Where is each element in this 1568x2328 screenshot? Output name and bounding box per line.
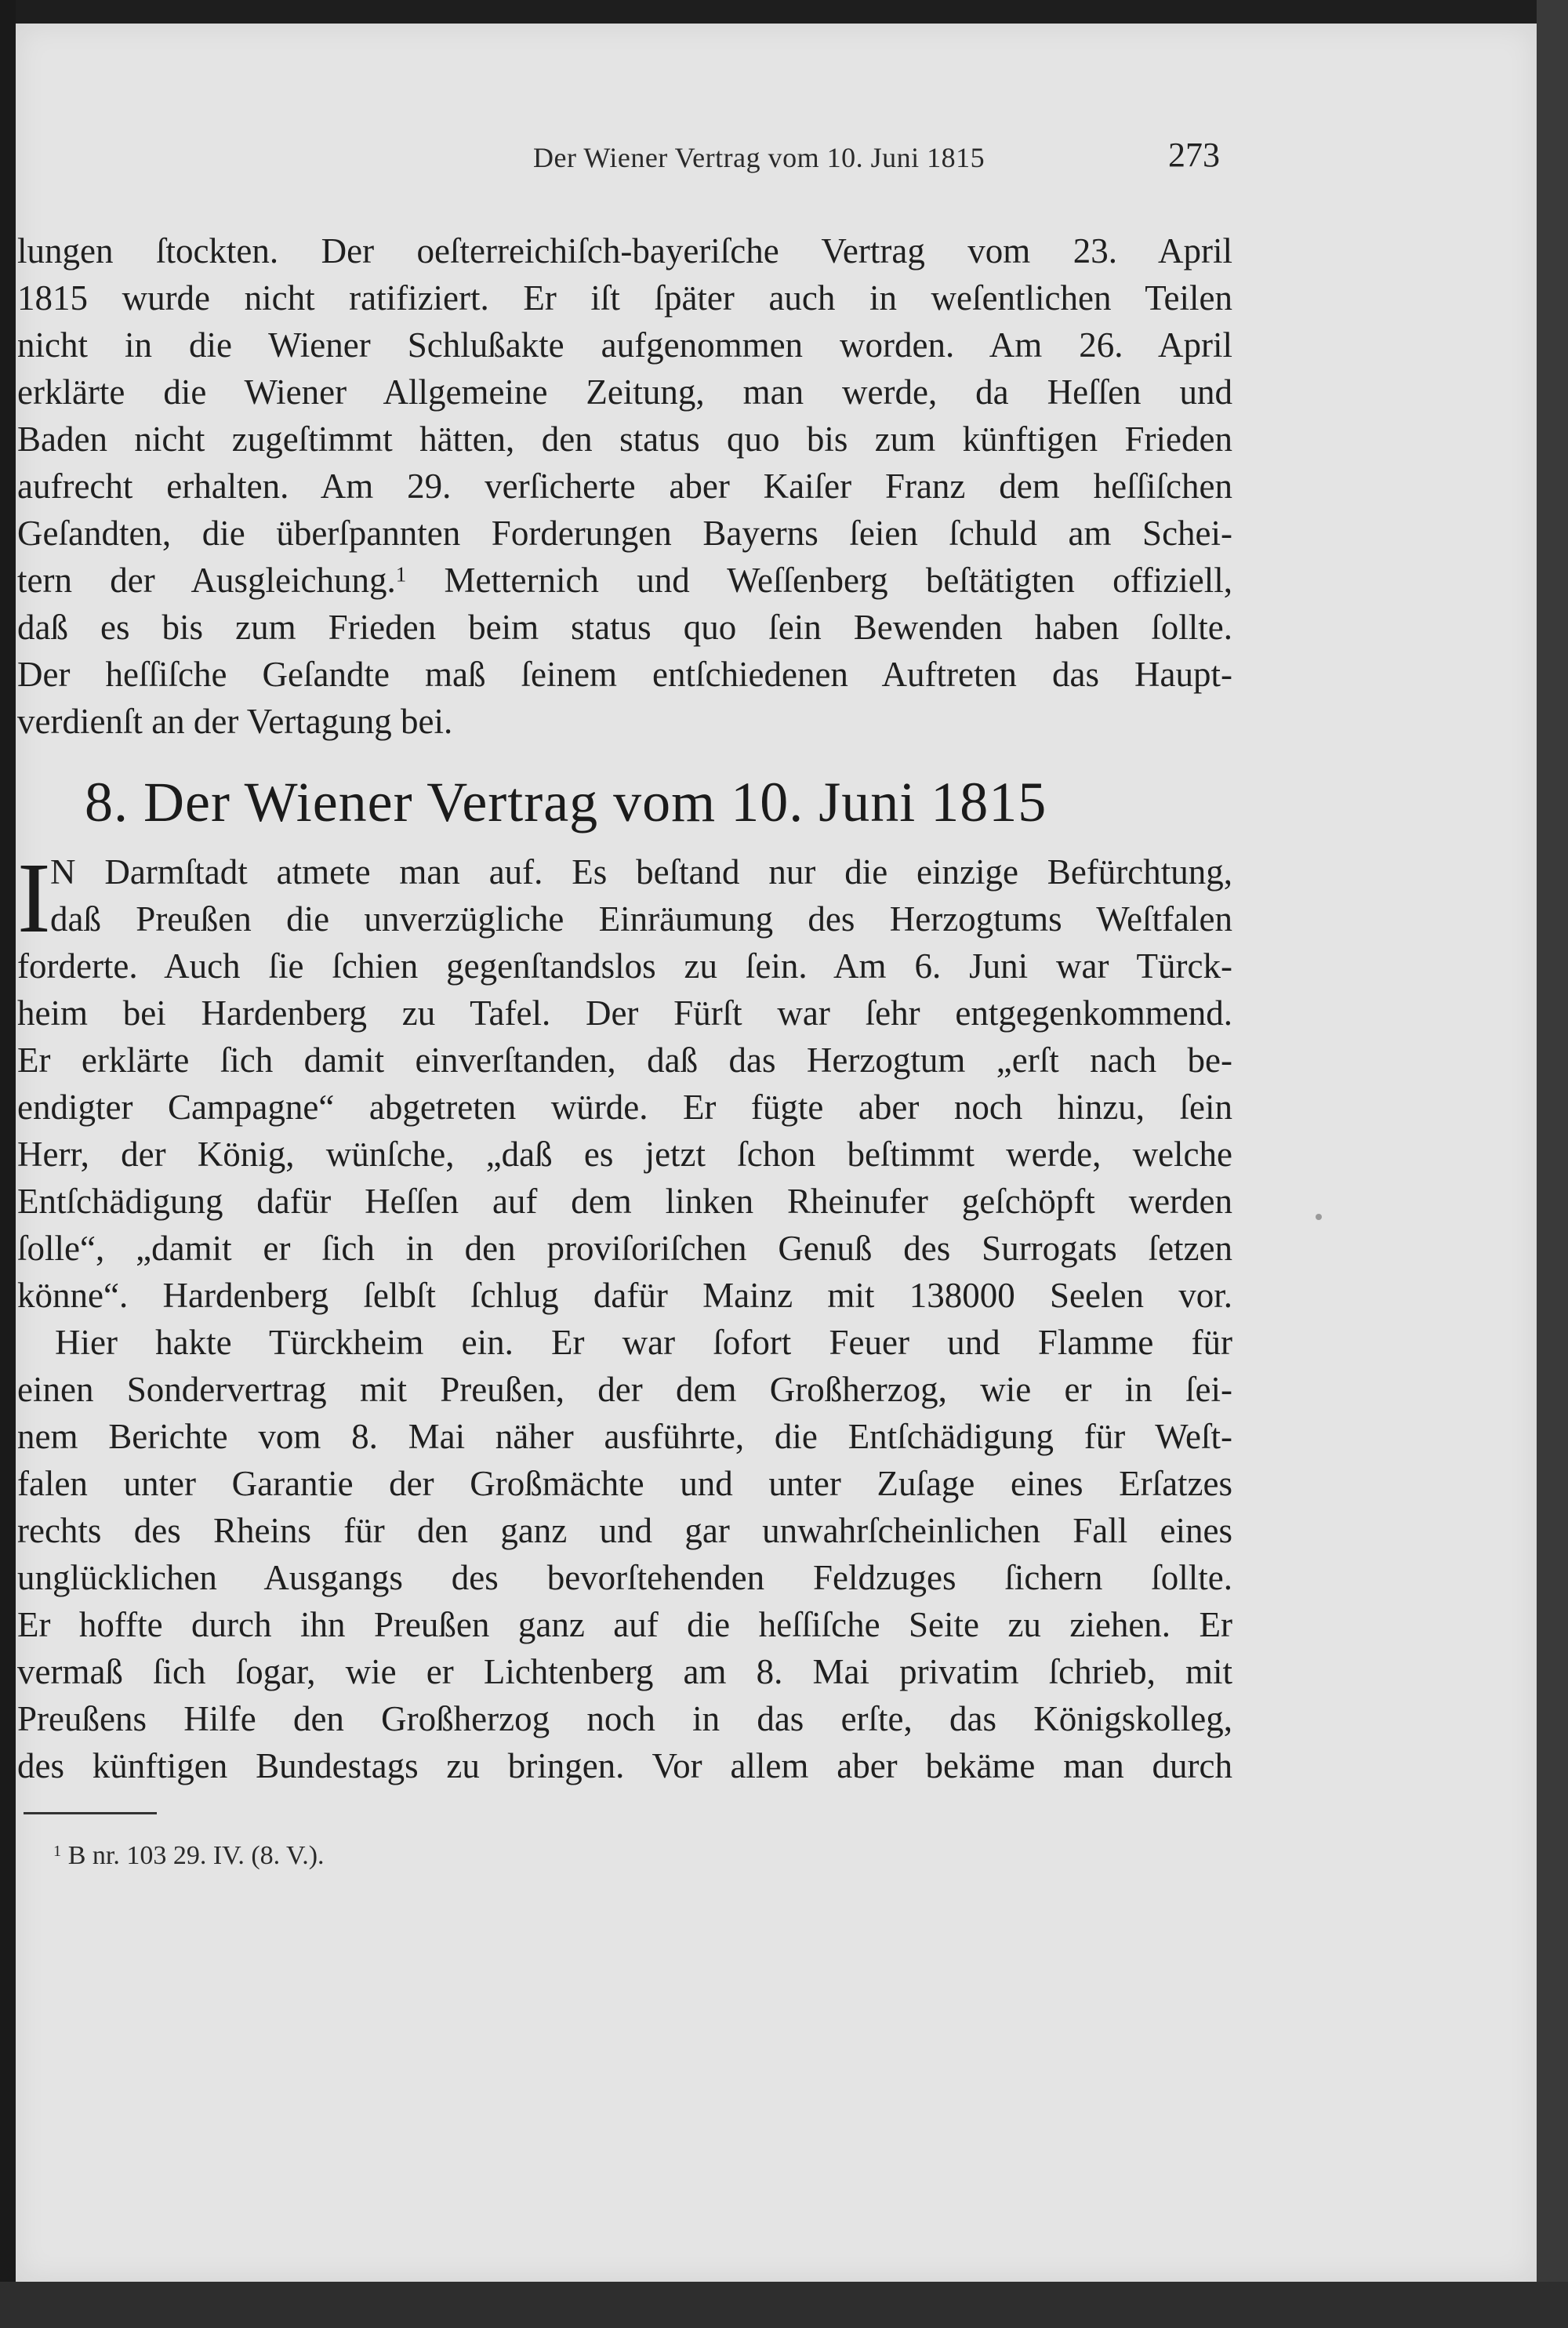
text-line: heim bei Hardenberg zu Tafel. Der Fürſt war ſehr entgegenkommend. — [17, 993, 1232, 1033]
drop-cap: I — [17, 842, 51, 953]
paper-speck — [1316, 1214, 1322, 1220]
scan-left-edge — [0, 0, 16, 2328]
text-line: nicht in die Wiener Schlußakte aufgenommen worden. Am 26. April — [17, 325, 1232, 365]
section-body — [17, 842, 1232, 1789]
scan-top-edge — [0, 0, 1568, 24]
scan-right-edge — [1537, 0, 1568, 2328]
text-line: des künftigen Bundestags zu bringen. Vor allem aber bekäme man durch — [17, 1746, 1232, 1785]
text-line: falen unter Garantie der Großmächte und unter Zuſage eines Erſatzes — [17, 1464, 1232, 1503]
running-head-title: Der Wiener Vertrag vom 10. Juni 1815 — [533, 142, 985, 173]
paragraph-continued — [17, 227, 1232, 745]
text-segment: tern der Ausgleichung. — [17, 561, 396, 600]
text-line: ſolle“, „damit er ſich in den proviſoriſchen Genuß des Surrogats ſetzen — [17, 1229, 1232, 1268]
text-line: Entſchädigung dafür Heſſen auf dem linken Rheinufer geſchöpft werden — [17, 1182, 1232, 1221]
text-line: Herr, der König, wünſche, „daß es jetzt ſchon beſtimmt werde, welche — [17, 1135, 1232, 1174]
footnote-reference: 1 — [395, 562, 407, 587]
text-line: lungen ſtockten. Der oeſterreichiſch-bayeriſche Vertrag vom 23. April — [17, 231, 1232, 271]
text-line: unglücklichen Ausgangs des bevorſtehenden Feldzuges ſichern ſollte. — [17, 1558, 1232, 1597]
text-line: aufrecht erhalten. Am 29. verſicherte aber Kaiſer Franz dem heſſiſchen — [17, 467, 1232, 506]
text-line: nem Berichte vom 8. Mai näher ausführte, die Entſchädigung für Weſt- — [17, 1417, 1232, 1456]
text-line: Preußens Hilfe den Großherzog noch in das erſte, das Königskolleg, — [17, 1699, 1232, 1738]
text-line: rechts des Rheins für den ganz und gar unwahrſcheinlichen Fall eines — [17, 1511, 1232, 1550]
text-line: einen Sondervertrag mit Preußen, der dem Großherzog, wie er in ſei- — [17, 1370, 1232, 1409]
text-line: Geſandten, die überſpannten Forderungen Bayerns ſeien ſchuld am Schei- — [17, 514, 1232, 553]
text-line: Hier hakte Türckheim ein. Er war ſofort Feuer und Flamme für — [55, 1323, 1232, 1362]
text-line: Er hoffte durch ihn Preußen ganz auf die heſſiſche Seite zu ziehen. Er — [17, 1605, 1232, 1644]
text-line: endigter Campagne“ abgetreten würde. Er fügte aber noch hinzu, ſein — [17, 1088, 1232, 1127]
text-line: könne“. Hardenberg ſelbſt ſchlug dafür Mainz mit 138000 Seelen vor. — [17, 1276, 1232, 1315]
text-line: verdienſt an der Vertagung bei. — [17, 702, 453, 741]
footnote — [53, 1841, 325, 1871]
scan-bottom-edge — [0, 2282, 1568, 2328]
text-line: N Darmſtadt atmete man auf. Es beſtand nur die einzige Befürchtung, — [50, 852, 1232, 892]
text-line: forderte. Auch ſie ſchien gegenſtandslos zu ſein. Am 6. Juni war Türck- — [17, 946, 1232, 986]
text-line: Er erklärte ſich damit einverſtanden, daß das Herzogtum „erſt nach be- — [17, 1041, 1232, 1080]
footnote-marker: 1 — [53, 1842, 62, 1860]
text-line-with-footnote-ref — [17, 557, 1232, 604]
text-line: Der heſſiſche Geſandte maß ſeinem entſchiedenen Auftreten das Haupt- — [17, 655, 1232, 694]
footnote-divider — [24, 1812, 157, 1814]
footnote-text: B nr. 103 29. IV. (8. V.). — [67, 1841, 325, 1870]
text-line: daß es bis zum Frieden beim status quo ſein Bewenden haben ſollte. — [17, 608, 1232, 647]
text-line: vermaß ſich ſogar, wie er Lichtenberg am 8. Mai privatim ſchrieb, mit — [17, 1652, 1232, 1691]
text-line: erklärte die Wiener Allgemeine Zeitung, man werde, da Heſſen und — [17, 372, 1232, 412]
section-heading: 8. Der Wiener Vertrag vom 10. Juni 1815 — [85, 771, 1047, 834]
page-number: 273 — [1168, 136, 1220, 174]
text-segment: Metternich und Weſſenberg beſtätigten offiziell, — [406, 561, 1232, 600]
text-line: daß Preußen die unverzügliche Einräumung des Herzogtums Weſtfalen — [50, 899, 1232, 939]
text-line: Baden nicht zugeſtimmt hätten, den status quo bis zum künftigen Frieden — [17, 419, 1232, 459]
text-line: 1815 wurde nicht ratifiziert. Er iſt ſpäter auch in weſentlichen Teilen — [17, 278, 1232, 318]
